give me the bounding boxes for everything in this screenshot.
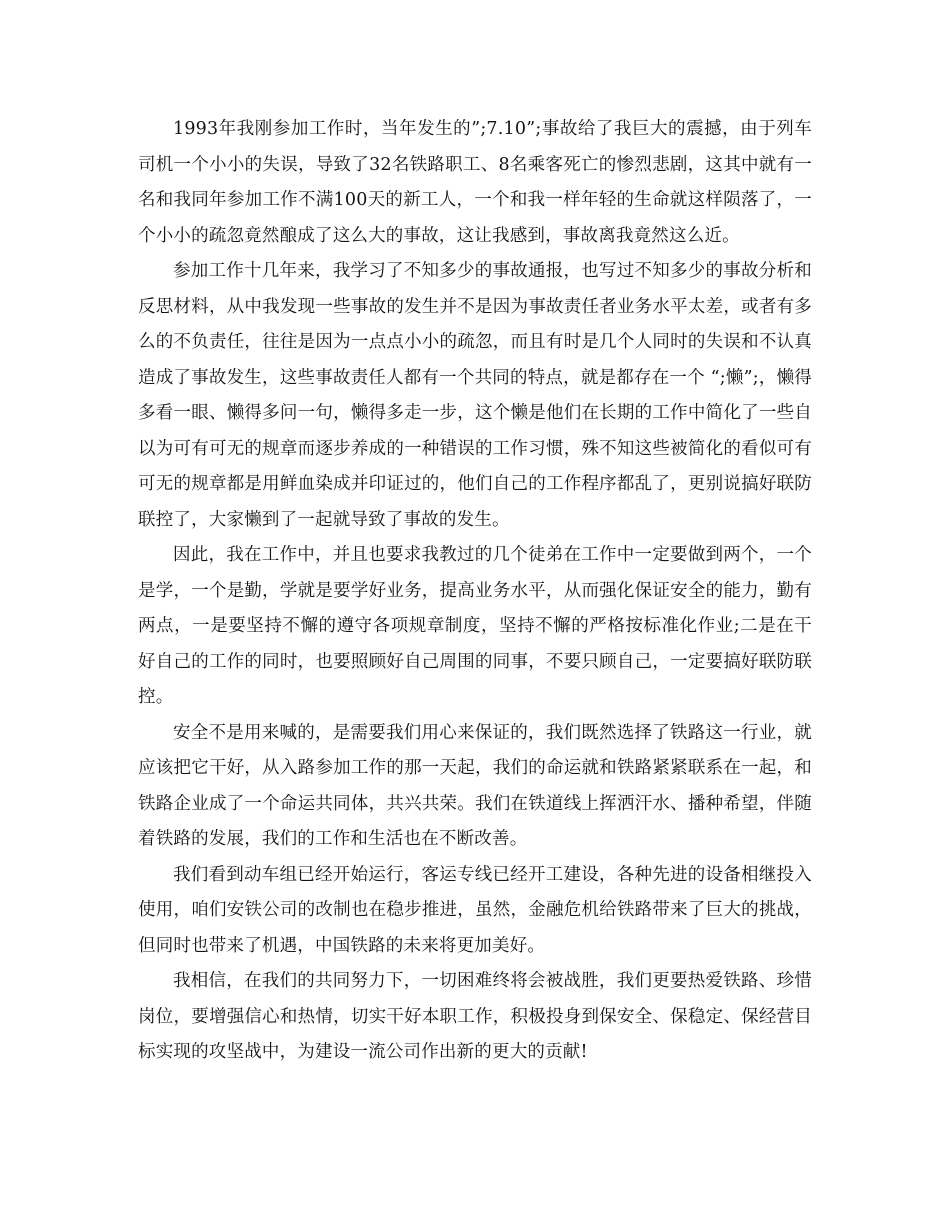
- paragraph-6: 我相信，在我们的共同努力下，一切困难终将会被战胜，我们更要热爱铁路、珍惜岗位，要增强信心和热情，切实干好本职工作，积极投身到保安全、保稳定、保经营目标实现的攻坚战中，为建设一流公司作出新的更大的贡献!: [138, 971, 812, 1062]
- document-body: [138, 112, 812, 1071]
- paragraph-1: 1993年我刚参加工作时，当年发生的”;7.10”;事故给了我巨大的震撼，由于列车司机一个小小的失误，导致了32名铁路职工、8名乘客死亡的惨烈悲剧，这其中就有一名和我同年参加工作不满100天的新工人，一个和我一样年轻的生命就这样陨落了，一个小小的疏忽竟然酿成了这么大的事故，这让我感到，事故离我竟然这么近。: [138, 119, 812, 246]
- paragraph-4: 安全不是用来喊的，是需要我们用心来保证的，我们既然选择了铁路这一行业，就应该把它干好，从入路参加工作的那一天起，我们的命运就和铁路紧紧联系在一起，和铁路企业成了一个命运共同体，共兴共荣。我们在铁道线上挥洒汗水、播种希望，伴随着铁路的发展，我们的工作和生活也在不断改善。: [138, 722, 812, 849]
- paragraph-3: 因此，我在工作中，并且也要求我教过的几个徒弟在工作中一定要做到两个，一个是学，一个是勤，学就是要学好业务，提高业务水平，从而强化保证安全的能力，勤有两点，一是要坚持不懈的遵守各项规章制度，坚持不懈的严格按标准化作业;二是在干好自己的工作的同时，也要照顾好自己周围的同事，不要只顾自己，一定要搞好联防联控。: [138, 545, 812, 707]
- paragraph-5: 我们看到动车组已经开始运行，客运专线已经开工建设，各种先进的设备相继投入使用，咱们安铁公司的改制也在稳步推进，虽然，金融危机给铁路带来了巨大的挑战，但同时也带来了机遇，中国铁路的未来将更加美好。: [138, 864, 812, 956]
- paragraph-2: 参加工作十几年来，我学习了不知多少的事故通报，也写过不知多少的事故分析和反思材料，从中我发现一些事故的发生并不是因为事故责任者业务水平太差，或者有多么的不负责任，往往是因为一点点小小的疏忽，而且有时是几个人同时的失误和不认真造成了事故发生，这些事故责任人都有一个共同的特点，就是都存在一个 “;懒”;，懒得多看一眼、懒得多问一句，懒得多走一步，这个懒是他们在长期的工作中简化了一些自以为可有可无的规章而逐步养成的一种错误的工作习惯，殊不知这些被简化的看似可有可无的规章都是用鲜血染成并印证过的，他们自己的工作程序都乱了，更别说搞好联防联控了，大家懒到了一起就导致了事故的发生。: [138, 261, 812, 530]
